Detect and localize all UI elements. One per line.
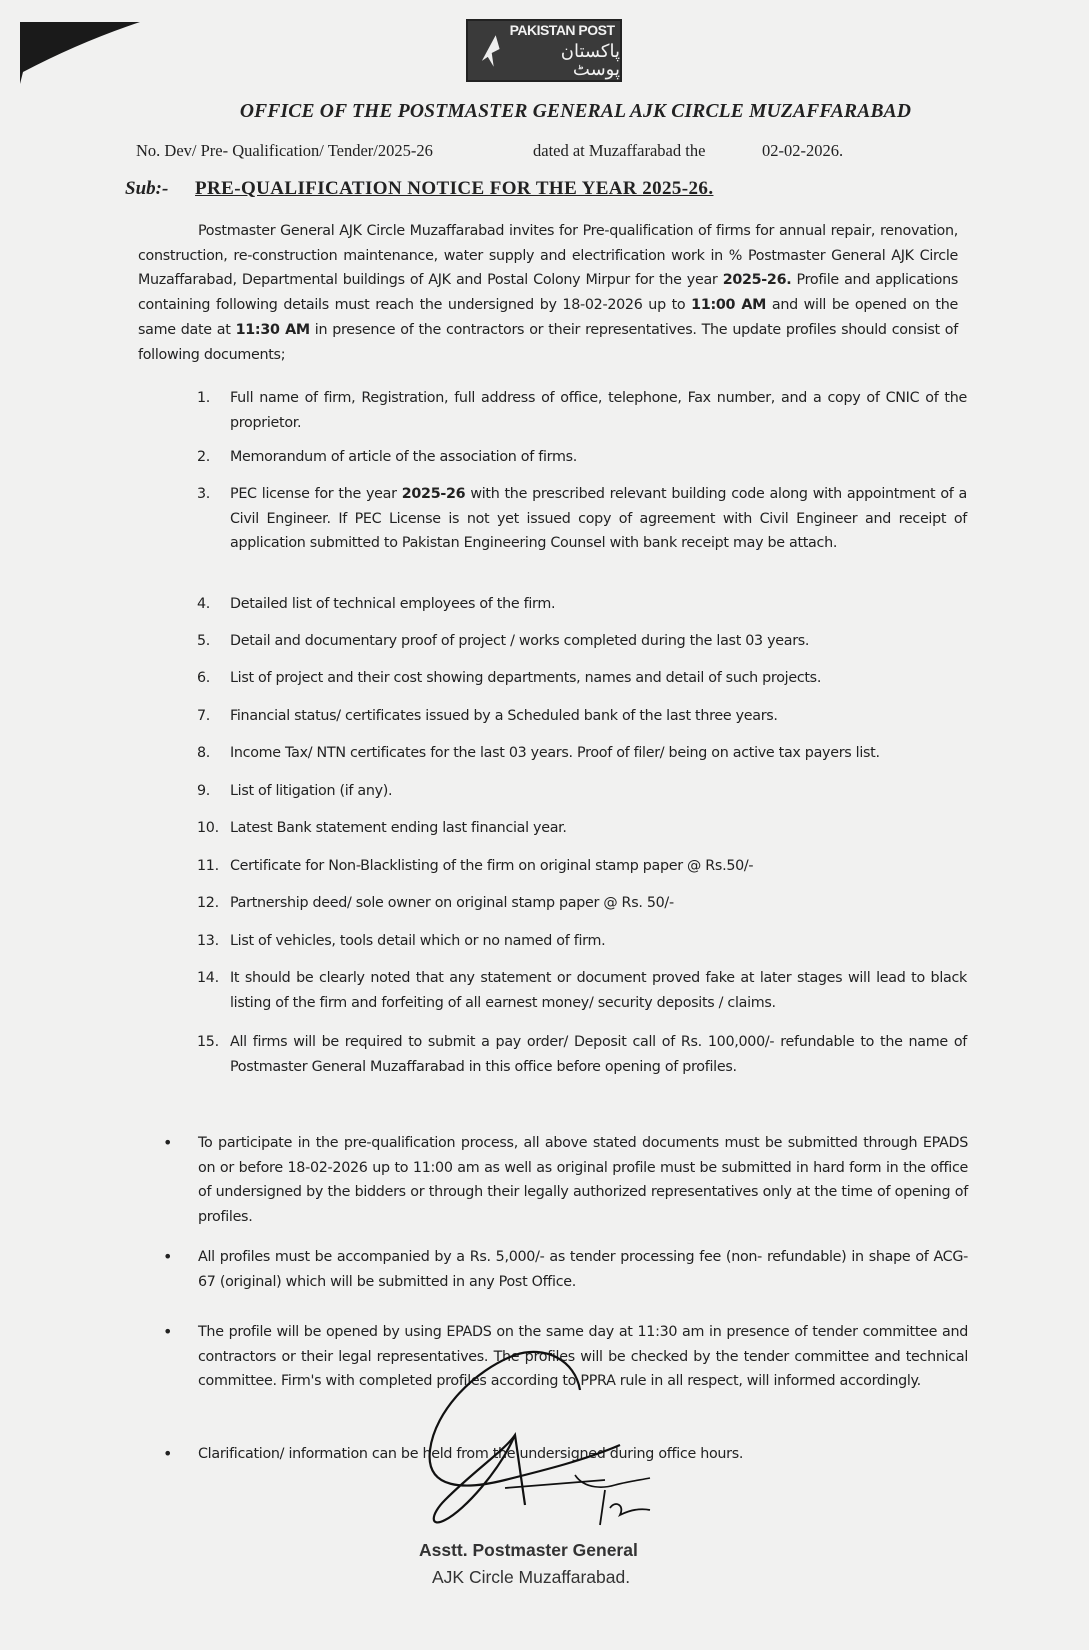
- item-text: List of project and their cost showing departments, names and detail of such projects.: [230, 670, 822, 686]
- list-item: [197, 629, 967, 654]
- item-number: 14.: [197, 970, 219, 986]
- intro-text-2: Profile and applications containing following details must reach the undersigned by 18-02-2026 up to: [138, 272, 958, 314]
- item-text: Income Tax/ NTN certificates for the last 03 years. Proof of filer/ being on active tax payers list.: [230, 745, 880, 761]
- item-number: 2.: [197, 449, 211, 465]
- corner-fold-mark: [20, 22, 145, 87]
- note-text: All profiles must be accompanied by a Rs. 5,000/- as tender processing fee (non- refundable) in shape of ACG-67 (original) which will be submitted in any Post Office.: [198, 1249, 968, 1290]
- signatory-office: AJK Circle Muzaffarabad.: [432, 1567, 631, 1587]
- signature-mark: [405, 1340, 665, 1540]
- note-text: The profile will be opened by using EPADS on the same day at 11:30 am in presence of tender committee and contractors or their legal representatives. The profiles will be checked by the tender committee and technical committee. Firm's with completed profiles according to PPRA rule in all respect, will informed accordingly.: [198, 1324, 968, 1390]
- item-number: 9.: [197, 783, 211, 799]
- item-text: Partnership deed/ sole owner on original stamp paper @ Rs. 50/-: [230, 895, 674, 911]
- subject-text: PRE-QUALIFICATION NOTICE FOR THE YEAR 2025-26.: [195, 178, 714, 199]
- list-item: [197, 482, 967, 556]
- item-text: All firms will be required to submit a pay order/ Deposit call of Rs. 100,000/- refundable to the name of Postmaster General Muzaffarabad in this office before opening of profiles.: [230, 1034, 967, 1075]
- notice-date: 02-02-2026.: [762, 141, 844, 160]
- item-text: Memorandum of article of the association of firms.: [230, 449, 577, 465]
- list-item: [197, 704, 967, 729]
- item-text-bold: 2025-26: [401, 486, 466, 502]
- logo-text-urdu: پاکستان پوسٹ: [560, 40, 620, 80]
- note-item: [163, 1131, 968, 1230]
- item-text: [230, 482, 967, 556]
- bullet-icon: •: [163, 1247, 173, 1266]
- list-item: [197, 779, 967, 804]
- logo-text-english: PAKISTAN POST: [509, 21, 615, 38]
- intro-deadline-time: 11:00 AM: [691, 297, 767, 314]
- item-text-part: with the prescribed relevant building code along with appointment of a Civil Engineer. If PEC License is not yet issued copy of agreement with Civil Engineer and receipt of application submitted to Pakistan Engineering Counsel with bank receipt may be attach.: [230, 486, 967, 551]
- item-text: List of vehicles, tools detail which or no named of firm.: [230, 933, 606, 949]
- intro-text-1: Postmaster General AJK Circle Muzaffarabad invites for Pre-qualification of firms for annual repair, renovation, construction, re-construction maintenance, water supply and electrification work in % Postmaster General AJK Circle Muzaffarabad, Departmental buildings of AJK and Postal Colony Mirpur for the year: [138, 223, 958, 289]
- note-text: To participate in the pre-qualification process, all above stated documents must be submitted through EPADS on or before 18-02-2026 up to 11:00 am as well as original profile must be submitted in hard form in the office of undersigned by the bidders or through their legally authorized representatives only at the time of opening of profiles.: [198, 1135, 968, 1226]
- office-title: OFFICE OF THE POSTMASTER GENERAL AJK CIRCLE MUZAFFARABAD: [239, 101, 912, 122]
- bullet-icon: •: [163, 1444, 173, 1463]
- intro-text-3: and will be opened on the same date at: [138, 297, 958, 338]
- bullet-icon: •: [163, 1133, 173, 1152]
- list-item: [197, 966, 967, 1015]
- list-item: [197, 386, 967, 435]
- intro-paragraph: [138, 219, 958, 367]
- post-bird-icon: [474, 31, 504, 71]
- list-item: [197, 741, 967, 766]
- item-text: It should be clearly noted that any statement or document proved fake at later stages will lead to black listing of the firm and forfeiting of all earnest money/ security deposits / claims.: [230, 970, 967, 1011]
- list-item: [197, 1030, 967, 1079]
- list-item: [197, 929, 967, 954]
- item-text: List of litigation (if any).: [230, 783, 393, 799]
- item-number: 10.: [197, 820, 219, 836]
- bullet-icon: •: [163, 1322, 173, 1341]
- item-number: 6.: [197, 670, 211, 686]
- item-text: Financial status/ certificates issued by a Scheduled bank of the last three years.: [230, 708, 778, 724]
- intro-opening-time: 11:30 AM: [235, 321, 310, 338]
- item-text: Detail and documentary proof of project / works completed during the last 03 years.: [230, 633, 810, 649]
- pakistan-post-logo: [466, 19, 622, 82]
- item-text: Latest Bank statement ending last financial year.: [230, 820, 567, 836]
- list-item: [197, 592, 967, 617]
- list-item: [197, 445, 967, 470]
- dated-at-text: dated at Muzaffarabad the: [533, 141, 706, 160]
- list-item: [197, 891, 967, 916]
- item-number: 1.: [197, 390, 211, 406]
- item-number: 4.: [197, 596, 211, 612]
- item-text: Full name of firm, Registration, full address of office, telephone, Fax number, and a copy of CNIC of the proprietor.: [230, 390, 967, 431]
- item-text: Detailed list of technical employees of the firm.: [230, 596, 556, 612]
- item-number: 11.: [197, 858, 219, 874]
- item-text: Certificate for Non-Blacklisting of the firm on original stamp paper @ Rs.50/-: [230, 858, 754, 874]
- list-item: [197, 854, 967, 879]
- item-number: 7.: [197, 708, 211, 724]
- item-number: 12.: [197, 895, 219, 911]
- item-number: 3.: [197, 486, 211, 502]
- list-item: [197, 816, 967, 841]
- subject-label: Sub:-: [125, 178, 169, 199]
- item-text-part: PEC license for the year: [230, 486, 402, 502]
- item-number: 13.: [197, 933, 219, 949]
- item-number: 8.: [197, 745, 211, 761]
- reference-number: No. Dev/ Pre- Qualification/ Tender/2025-26: [136, 141, 433, 160]
- intro-text-4: in presence of the contractors or their representatives. The update profiles should consist of following documents;: [138, 321, 958, 363]
- item-number: 5.: [197, 633, 211, 649]
- list-item: [197, 666, 967, 691]
- intro-year: 2025-26.: [722, 272, 792, 289]
- signatory-title: Asstt. Postmaster General: [419, 1540, 638, 1560]
- item-number: 15.: [197, 1034, 219, 1050]
- subject-line: [125, 178, 713, 200]
- note-item: [163, 1245, 968, 1294]
- note-text: Clarification/ information can be held from the undersigned during office hours.: [198, 1446, 744, 1462]
